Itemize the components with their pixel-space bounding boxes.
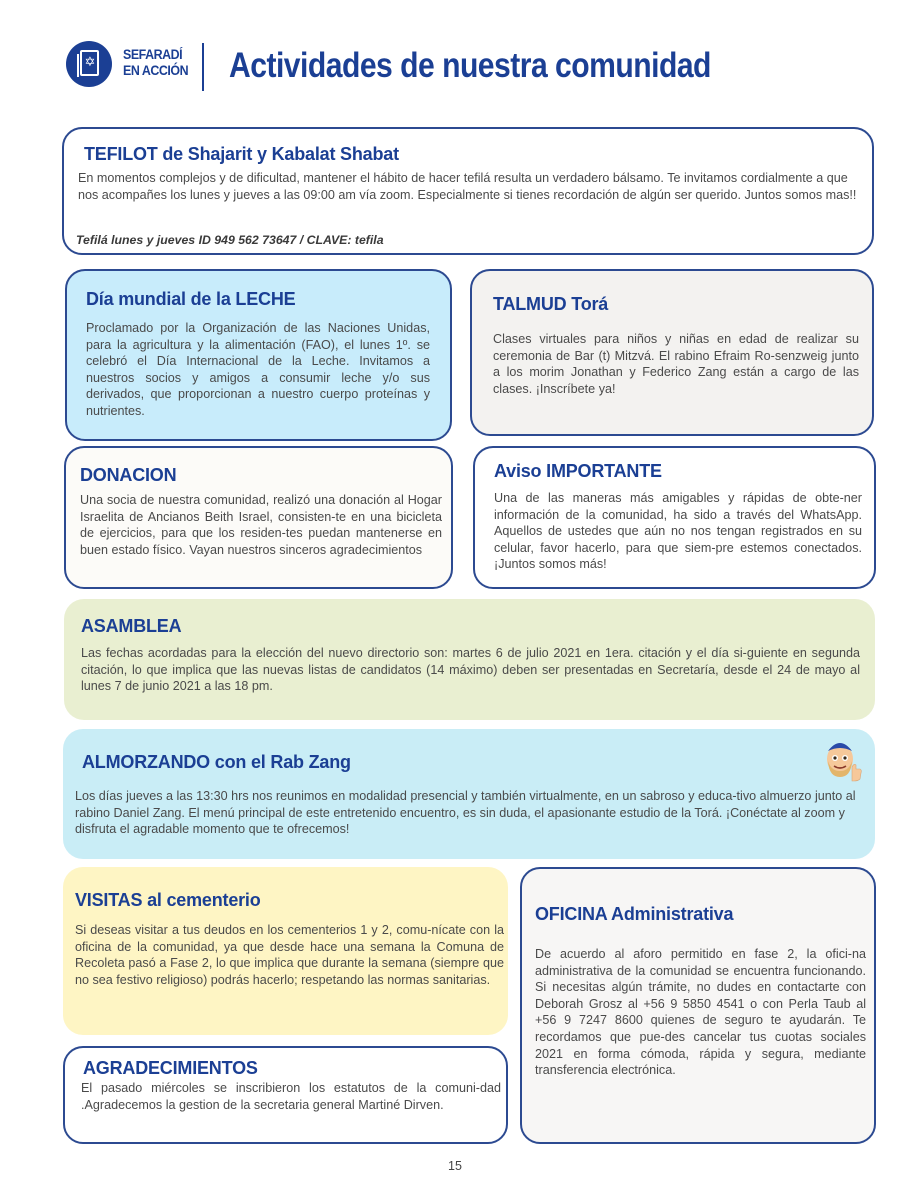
card-title: Día mundial de la LECHE [86,289,296,309]
card-body: Proclamado por la Organización de las Naciones Unidas, para la agricultura y la alimentación (FAO), el lunes 1º. se celebró el Día Internacional de la Leche. Invitamos a nuestros socios y amigos a consumir leche y/o sus derivados, que proporcionan a nuestro cuerpo proteínas y nutrientes. [86,321,430,418]
brand-line-2: EN ACCIÓN [123,63,189,78]
card-body: De acuerdo al aforo permitido en fase 2, la ofici-na administrativa de la comunidad se encuentra funcionando. Si necesitas algún trámite, no dudes en contactarte con Deborah Grosz al +56 9 5850 4541 o con Perla Taub al +56 9 7247 8600 quienes de seguro te ayudarán. Te recordamos que pue-des cancelar tus cuotas sociales 2021 en forma cómoda, rápida y segura, mediante transferencia electrónica. [535,947,866,1078]
card-asamblea [64,599,875,720]
card-title: TALMUD Torá [493,294,609,314]
card-oficina-administrativa [520,867,876,1144]
memoji-thumbs-up-icon [823,737,863,783]
brand-line-1: SEFARADÍ [123,47,183,62]
card-title: OFICINA Administrativa [535,904,734,924]
header-divider [202,43,204,91]
page-header [66,41,766,93]
card-talmud-tora [470,269,874,436]
card-title: ASAMBLEA [81,616,182,636]
card-visitas-cementerio [63,867,508,1035]
page-title: Actividades de nuestra comunidad [229,46,711,85]
card-agradecimientos [63,1046,508,1144]
card-donacion [64,446,453,589]
card-body: Una socia de nuestra comunidad, realizó una donación al Hogar Israelita de Ancianos Beith Israel, consisten-te en una bicicleta de ejercicios, para que los residen-tes puedan mantenerse en buen estado físico. Vayan nuestros sinceros agradecimientos [80,493,442,557]
card-title: AGRADECIMIENTOS [83,1058,258,1078]
brand-name [123,47,188,79]
logo [66,41,112,87]
card-almorzando-rab-zang [63,729,875,859]
card-tefilot [62,127,874,255]
card-body: Si deseas visitar a tus deudos en los cementerios 1 y 2, comu-nícate con la oficina de la comunidad, ya que desde hace una semana la Comuna de Recoleta pasó a Fase 2, lo que implica que durante la semana (siempre que no sea festivo religioso) podrás hacerlo; respetando las normas sanitarias. [75,923,504,987]
card-body: Una de las maneras más amigables y rápidas de obte-ner información de la comunidad, ha sido a través del WhatsApp. Aquellos de ustedes que aún no nos tengan registrados en su celular, favor hacerlo, para que siem-pre estemos conectados. ¡Juntos somos más! [494,491,862,572]
card-body: Los días jueves a las 13:30 hrs nos reunimos en modalidad presencial y también virtualmente, en un sabroso y educa-tivo almuerzo junto al rabino Daniel Zang. El menú principal de este entretenido encuentro, es sin duda, el apasionante estudio de la Torá. ¡Conéctate al zoom y disfruta el agradable momento que te ofrecemos! [75,789,856,837]
book-with-star-of-david-icon [80,50,99,76]
star-of-david-icon: ✡ [84,54,96,69]
card-body: Las fechas acordadas para la elección del nuevo directorio son: martes 6 de julio 2021 en 1era. citación y el día si-guiente en segunda citación, lo que implica que las nuevas listas de candidatos (14 máximo) deben ser presentadas en Secretaría, desde el 24 de mayo al lunes 7 de junio 2021 a las 18 pm. [81,646,860,694]
card-title: Aviso IMPORTANTE [494,461,662,481]
page-number: 15 [448,1159,462,1173]
card-note: Tefilá lunes y jueves ID 949 562 73647 / CLAVE: tefila [76,233,384,247]
card-aviso-importante [473,446,876,589]
card-title: DONACION [80,465,177,485]
card-body: El pasado miércoles se inscribieron los estatutos de la comuni-dad .Agradecemos la gestion de la secretaria general Martiné Dirven. [81,1081,501,1112]
card-body: En momentos complejos y de dificultad, mantener el hábito de hacer tefilá resulta un verdadero bálsamo. Te invitamos cordialmente a que nos acompañes los lunes y jueves a las 09:00 am vía zoom. Especialmente si tienes recordación de algún ser querido. Juntos somos mas!! [78,171,857,202]
card-title: VISITAS al cementerio [75,890,261,910]
card-title: TEFILOT de Shajarit y Kabalat Shabat [84,144,399,164]
card-body: Clases virtuales para niños y niñas en edad de realizar su ceremonia de Bar (t) Mitzvá. El rabino Efraim Ro-senzweig junto a los morim Jonathan y Federico Zang están a cargo de las clases. ¡Inscríbete ya! [493,332,859,396]
card-title: ALMORZANDO con el Rab Zang [82,752,351,772]
card-dia-mundial-leche [65,269,452,441]
